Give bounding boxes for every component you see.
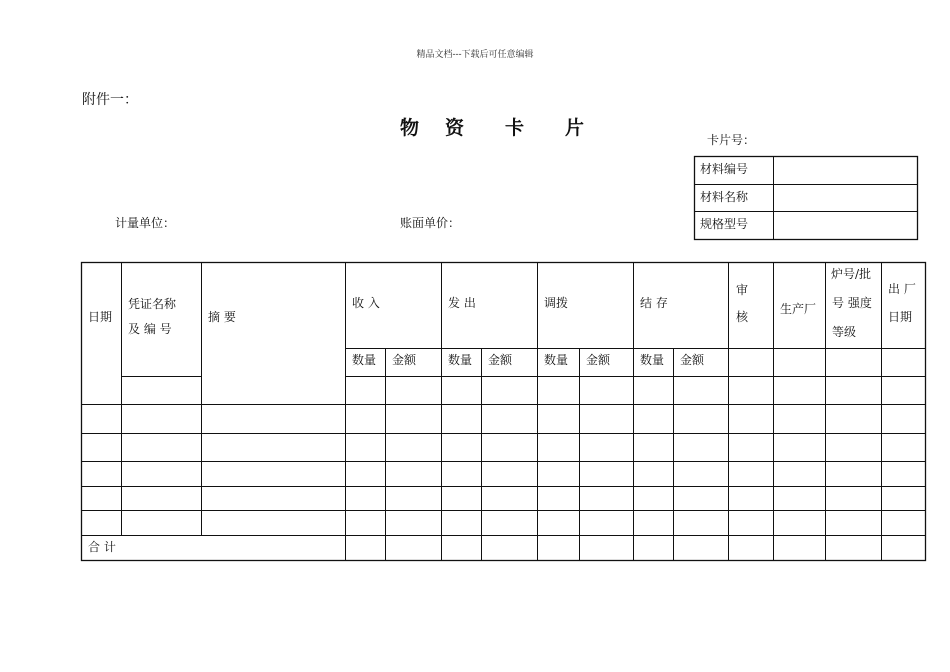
col-factory-date-header-line2: 日期 xyxy=(888,310,913,324)
title-char: 卡 xyxy=(505,117,526,139)
spec-model-label: 规格型号 xyxy=(700,217,749,231)
col-factory-date-header-line1: 出 厂 xyxy=(888,282,916,296)
title-char: 片 xyxy=(565,117,586,139)
transfer-qty-header: 数量 xyxy=(544,353,569,367)
annex-label: 附件一： xyxy=(82,92,138,108)
title-char: 物 xyxy=(400,117,421,139)
col-transfer-header: 调拨 xyxy=(544,296,569,310)
header-note: 精品文档---下载后可任意编辑 xyxy=(416,50,534,60)
col-manufacturer-header: 生产厂 xyxy=(780,302,817,316)
col-heat-header-line2: 号 强度 xyxy=(832,296,872,310)
balance-amount-header: 金额 xyxy=(680,353,705,367)
title-char: 资 xyxy=(445,117,466,139)
material-name-label: 材料名称 xyxy=(700,190,749,204)
col-heat-header-line3: 等级 xyxy=(832,325,857,339)
receipt-qty-header: 数量 xyxy=(352,353,377,367)
col-balance-header: 结 存 xyxy=(640,296,668,310)
col-heat-header-line1: 炉号/批 xyxy=(831,267,872,281)
balance-qty-header: 数量 xyxy=(640,353,665,367)
col-audit-header-line1: 审 xyxy=(736,283,749,297)
card-no-label: 卡片号： xyxy=(707,133,756,147)
col-audit-header-line2: 核 xyxy=(736,310,749,324)
col-voucher-header-line1: 凭证名称 xyxy=(128,297,177,311)
col-receipt-header: 收 入 xyxy=(352,296,380,310)
issue-amount-header: 金额 xyxy=(488,353,513,367)
col-voucher-header-line2: 及 编 号 xyxy=(128,322,172,336)
total-row-label: 合 计 xyxy=(88,540,116,554)
book-price-label: 账面单价： xyxy=(400,216,461,230)
receipt-amount-header: 金额 xyxy=(392,353,417,367)
transfer-amount-header: 金额 xyxy=(586,353,611,367)
unit-label: 计量单位： xyxy=(115,216,176,230)
material-code-label: 材料编号 xyxy=(700,162,749,176)
col-summary-header: 摘 要 xyxy=(208,310,236,324)
col-date-header: 日期 xyxy=(88,310,113,324)
col-issue-header: 发 出 xyxy=(448,296,476,310)
issue-qty-header: 数量 xyxy=(448,353,473,367)
